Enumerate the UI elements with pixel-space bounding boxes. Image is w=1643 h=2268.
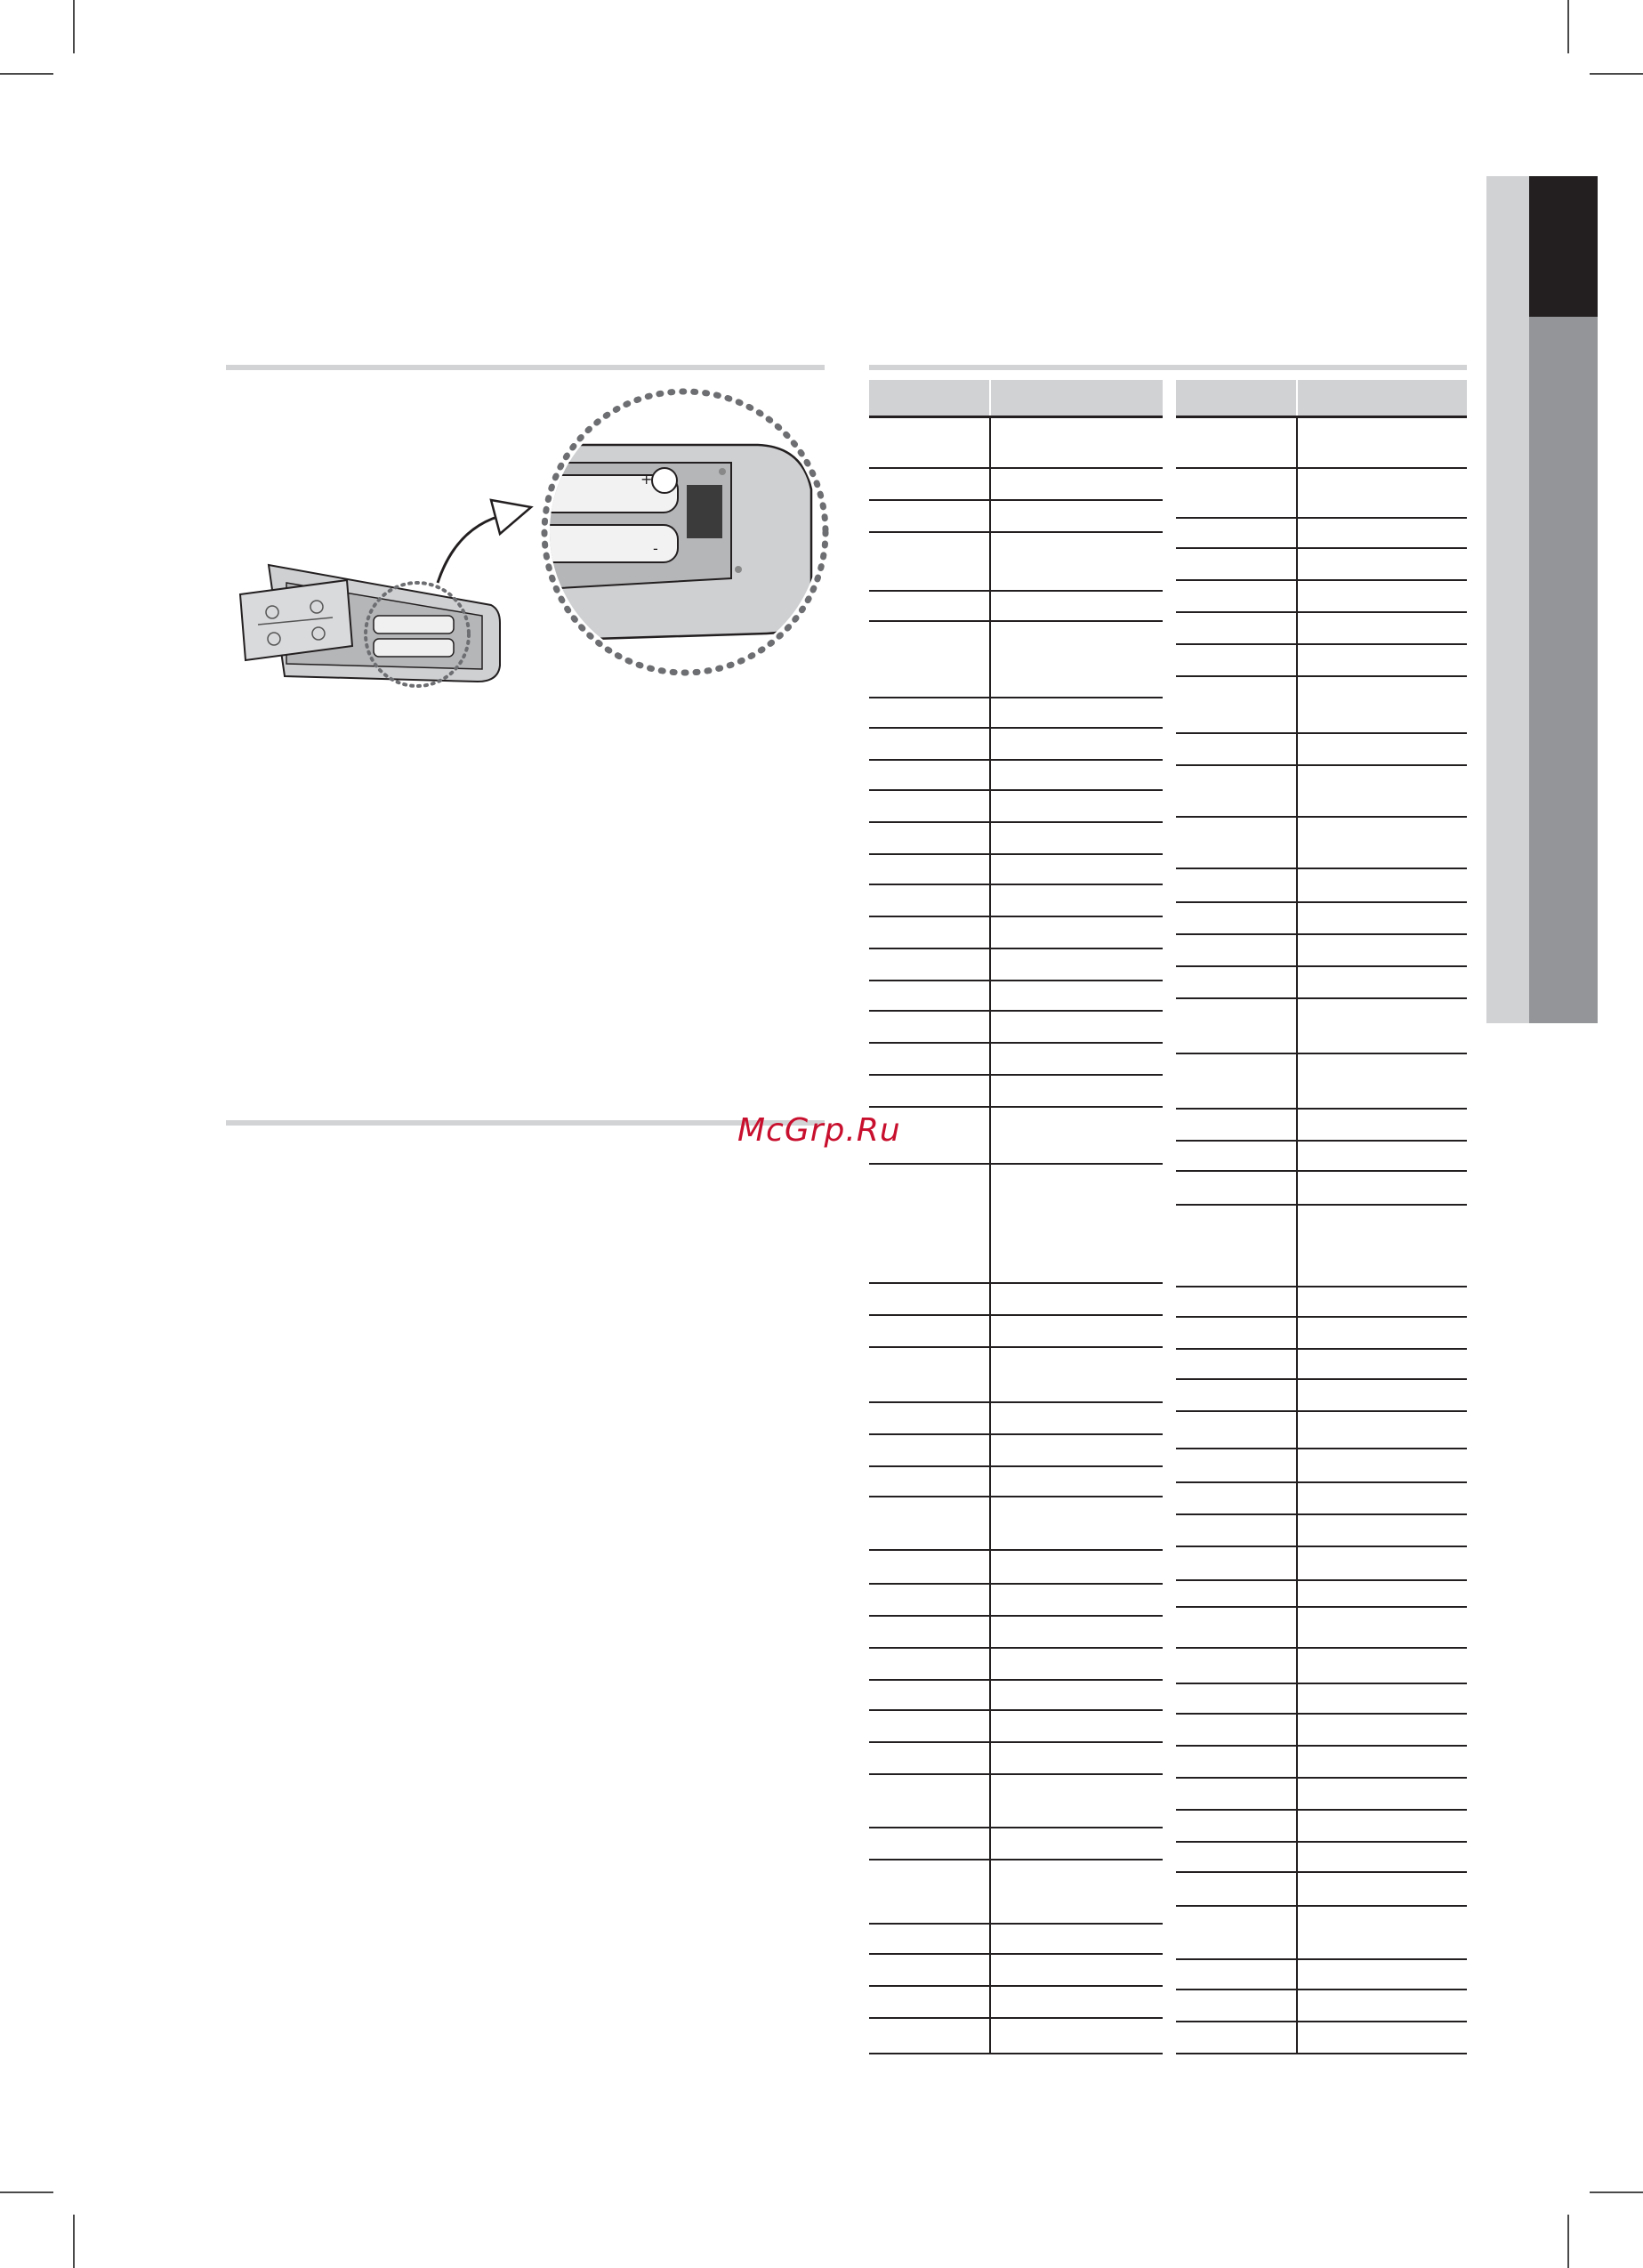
table-row [1176,467,1467,469]
table-row [869,697,1163,698]
table-row [869,980,1163,981]
table-row [1176,1841,1467,1843]
battery-cover-icon [240,580,352,660]
table-header [869,380,1163,418]
table-row [869,727,1163,729]
table-row [869,1985,1163,1987]
table-row [869,1496,1163,1497]
crop-mark [1567,0,1569,53]
table-row [869,1583,1163,1585]
table-row [869,2053,1163,2054]
section-rule-middle-left [226,1120,825,1126]
table-row [869,1074,1163,1076]
table-row [1176,1170,1467,1172]
crop-mark [0,73,53,75]
table-row [869,1773,1163,1775]
battery-minus-label: - [653,540,658,557]
table-row [1176,816,1467,818]
table-row [1176,2021,1467,2022]
table-column-divider [1296,418,1298,2053]
table-row [1176,997,1467,999]
table-row [869,1549,1163,1551]
table-row [1176,1513,1467,1515]
table-row [869,759,1163,761]
table-row [869,916,1163,917]
table-row [869,1042,1163,1044]
table-row [1176,547,1467,549]
table-row [869,1741,1163,1743]
table-row [869,1923,1163,1925]
table-row [1176,1316,1467,1318]
chapter-tab-light [1486,176,1529,1023]
table-row [1176,1546,1467,1547]
table-row [1176,1378,1467,1380]
table-row [1176,764,1467,766]
table-row [1176,1958,1467,1960]
table-row [1176,1606,1467,1608]
table-row [869,948,1163,949]
table-row [869,1163,1163,1165]
table-row [869,499,1163,501]
table-row [1176,1053,1467,1054]
table-row [869,1314,1163,1316]
chapter-tab-gray [1529,317,1598,1023]
table-row [1176,1871,1467,1873]
section-rule-top-right [869,365,1467,370]
table-row [869,1465,1163,1467]
crop-mark [1567,2215,1569,2268]
crop-mark [1590,73,1643,75]
crop-mark [1590,2191,1643,2193]
table-row [1176,1713,1467,1715]
remote-battery-illustration [233,383,838,703]
table-row [1176,1108,1467,1110]
table-row [1176,1989,1467,1990]
table-row [1176,1286,1467,1287]
crop-mark [73,0,75,53]
table-row [869,2017,1163,2019]
table-row [869,884,1163,885]
table-row [869,1010,1163,1012]
crop-mark [73,2215,75,2268]
table-row [869,467,1163,469]
table-row [869,1401,1163,1403]
table-row [1176,2053,1467,2054]
table-row [869,590,1163,592]
table-row [1176,933,1467,935]
table-row [1176,965,1467,967]
section-rule-top-left [226,365,825,370]
table-row [1176,1745,1467,1747]
code-table-left [869,380,1163,2102]
crop-mark [0,2191,53,2193]
table-row [1176,643,1467,645]
table-row [1176,1905,1467,1907]
zoom-arrow-icon [438,516,500,583]
chapter-tab-active [1529,176,1598,317]
table-row [1176,611,1467,613]
table-row [869,1615,1163,1617]
table-row [869,1433,1163,1435]
table-row [869,789,1163,791]
table-row [1176,579,1467,581]
table-row [1176,1481,1467,1483]
table-row [869,1346,1163,1348]
table-row [869,1859,1163,1860]
table-row [869,1709,1163,1711]
table-row [1176,517,1467,519]
table-row [1176,1647,1467,1649]
table-row [1176,732,1467,734]
table-row [869,1282,1163,1284]
table-header [1176,380,1467,418]
table-column-divider [989,418,991,2053]
table-row [869,853,1163,855]
battery-plus-label: + [640,471,653,488]
table-row [869,1647,1163,1649]
table-row [1176,1410,1467,1412]
table-row [869,531,1163,533]
table-row [869,821,1163,823]
table-row [1176,675,1467,677]
table-row [1176,1777,1467,1779]
table-row [1176,901,1467,903]
table-row [1176,1809,1467,1811]
code-table-right [1176,380,1467,2102]
table-row [869,1953,1163,1955]
table-row [1176,1448,1467,1449]
table-row [1176,868,1467,869]
table-row [869,1106,1163,1108]
table-row [1176,1348,1467,1350]
table-row [1176,1140,1467,1142]
table-row [1176,1683,1467,1684]
table-row [869,1827,1163,1828]
table-row [869,620,1163,622]
table-row [1176,1579,1467,1581]
table-row [1176,1204,1467,1206]
watermark: McGrp.Ru [737,1112,901,1149]
table-row [869,1679,1163,1681]
